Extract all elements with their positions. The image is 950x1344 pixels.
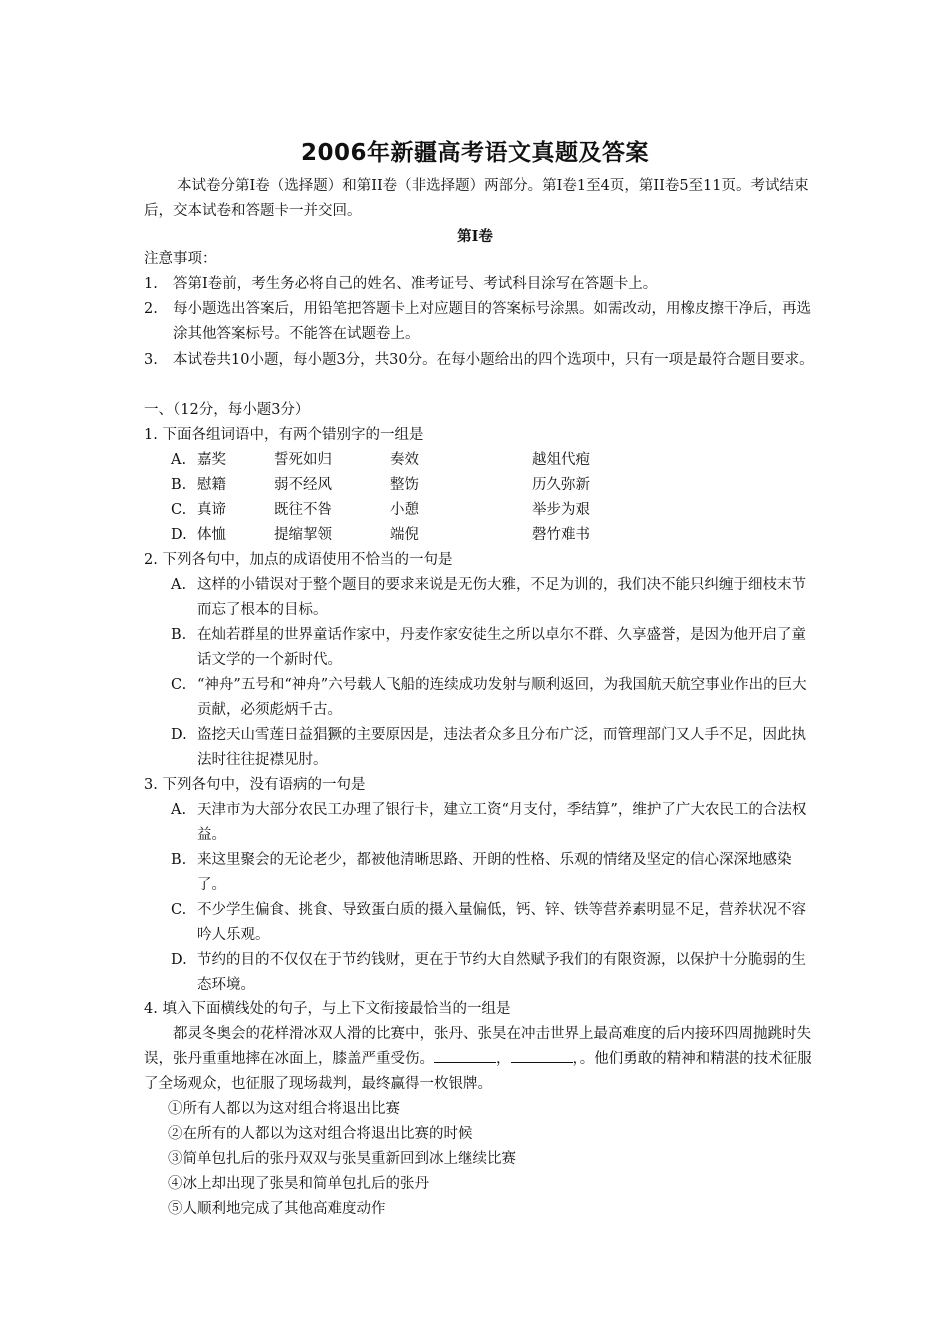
- q3-option: [171, 898, 811, 948]
- note-number: 2.: [144, 301, 158, 317]
- question-3-stem: 3. 下列各句中，没有语病的一句是: [144, 777, 366, 793]
- note-item: [144, 348, 814, 373]
- q2-option: [171, 573, 811, 623]
- q3-option: [171, 798, 811, 848]
- q2-option: [171, 723, 811, 773]
- option-text: 不少学生偏食、挑食、导致蛋白质的摄入量偏低，钙、锌、铁等营养素明显不足，营养状况不容吟人乐观。: [197, 902, 806, 943]
- option-word: 慰籍: [197, 477, 226, 493]
- option-key: A.: [171, 802, 187, 818]
- option-key: B.: [171, 627, 187, 643]
- q4-choice: ①所有人都以为这对组合将退出比赛: [168, 1101, 400, 1117]
- note-item: [144, 297, 814, 347]
- q4-choice: ④冰上却出现了张昊和简单包扎后的张丹: [168, 1176, 429, 1192]
- answer-blank: [511, 1048, 573, 1063]
- part-heading: 一、（12分，每小题3分）: [144, 402, 310, 418]
- option-word: 真谛: [197, 502, 226, 518]
- note-number: 3.: [144, 352, 158, 368]
- option-text: 来这里聚会的无论老少，都被他清晰思路、开朗的性格、乐观的情绪及坚定的信心深深地感染了。: [197, 852, 792, 893]
- note-number: 1.: [144, 276, 158, 292]
- option-key: D.: [171, 727, 187, 743]
- passage-separator: ，: [496, 1051, 511, 1067]
- intro-paragraph: 本试卷分第I卷（选择题）和第II卷（非选择题）两部分。第I卷1至4页，第II卷5至11页。考试结束后，交本试卷和答题卡一并交回。: [144, 178, 809, 219]
- option-key: B.: [171, 477, 187, 493]
- q4-choice: ⑤人顺利地完成了其他高难度动作: [168, 1201, 386, 1217]
- option-text: 盗挖天山雪莲日益猖獗的主要原因是，违法者众多且分布广泛，而管理部门又人手不足，因此执法时往往捉襟见肘。: [197, 727, 806, 768]
- passage-text-after: 。他们勇敢的精神和精湛的技术征服了全场观众，也征服了现场裁判，最终赢得一枚银牌。: [144, 1051, 812, 1092]
- q4-passage: [144, 1022, 814, 1097]
- q3-option: [171, 848, 811, 898]
- passage-separator: ，: [572, 1051, 580, 1067]
- answer-blank: [434, 1048, 496, 1063]
- note-text: 答第I卷前，考生务必将自己的姓名、准考证号、考试科目涂写在答题卡上。: [173, 276, 658, 292]
- option-word: 嘉奖: [197, 452, 226, 468]
- option-key: B.: [171, 852, 187, 868]
- note-text: 本试卷共10小题，每小题3分，共30分。在每小题给出的四个选项中，只有一项是最符合题目要求。: [173, 352, 814, 368]
- option-key: D.: [171, 952, 187, 968]
- option-word: 提缩挈领: [274, 527, 332, 543]
- option-word: 磬竹难书: [532, 527, 590, 543]
- option-key: C.: [171, 902, 187, 918]
- option-text: 在灿若群星的世界童话作家中，丹麦作家安徒生之所以卓尔不群、久享盛誉，是因为他开启了童话文学的一个新时代。: [197, 627, 806, 668]
- option-key: C.: [171, 677, 187, 693]
- option-text: 这样的小错误对于整个题目的要求来说是无伤大雅，不足为训的，我们决不能只纠缠于细枝末节而忘了根本的目标。: [197, 577, 806, 618]
- option-word: 越俎代疱: [532, 452, 590, 468]
- option-text: 节约的目的不仅仅在于节约钱财，更在于节约大自然赋予我们的有限资源，以保护十分脆弱的生态环境。: [197, 952, 806, 993]
- q2-option: [171, 623, 811, 673]
- option-text: “神舟”五号和“神舟”六号载人飞船的连续成功发射与顺利返回，为我国航天航空事业作出的巨大贡献，必须彪炳千古。: [197, 677, 807, 718]
- note-item: [144, 272, 814, 297]
- option-text: 天津市为大部分农民工办理了银行卡，建立工资“月支付，季结算”，维护了广大农民工的合法权益。: [197, 802, 807, 843]
- option-word: 弱不经风: [274, 477, 332, 493]
- q3-option: [171, 948, 811, 998]
- option-word: 端倪: [390, 527, 419, 543]
- option-key: C.: [171, 502, 187, 518]
- note-text: 每小题选出答案后，用铅笔把答题卡上对应题目的答案标号涂黑。如需改动，用橡皮擦干净后，再选涂其他答案标号。不能答在试题卷上。: [173, 301, 811, 342]
- option-word: 誓死如归: [274, 452, 332, 468]
- option-word: 历久弥新: [532, 477, 590, 493]
- section-title: 第I卷: [457, 228, 493, 245]
- question-1-stem: 1. 下面各组词语中，有两个错别字的一组是: [144, 427, 424, 443]
- option-key: A.: [171, 577, 187, 593]
- notes-heading: 注意事项：: [144, 251, 217, 267]
- q4-choice: ②在所有的人都以为这对组合将退出比赛的时候: [168, 1126, 473, 1142]
- question-2-stem: 2. 下列各句中，加点的成语使用不恰当的一句是: [144, 552, 453, 568]
- option-word: 体恤: [197, 527, 226, 543]
- page-title: 2006年新疆高考语文真题及答案: [300, 140, 649, 166]
- option-word: 小憩: [390, 502, 419, 518]
- option-word: 奏效: [390, 452, 419, 468]
- q2-option: [171, 673, 811, 723]
- option-key: D.: [171, 527, 187, 543]
- q4-choice: ③简单包扎后的张丹双双与张昊重新回到冰上继续比赛: [168, 1151, 516, 1167]
- option-word: 举步为艰: [532, 502, 590, 518]
- option-word: 既往不咎: [274, 502, 332, 518]
- question-4-stem: 4. 填入下面横线处的句子，与上下文衔接最恰当的一组是: [144, 1001, 511, 1017]
- option-word: 整饬: [390, 477, 419, 493]
- passage-text-before: 都灵冬奥会的花样滑冰双人滑的比赛中，张丹、张昊在冲击世界上最高难度的后内接环四周抛跳时失误，张丹重重地摔在冰面上，膝盖严重受伤。: [144, 1026, 811, 1067]
- option-key: A.: [171, 452, 187, 468]
